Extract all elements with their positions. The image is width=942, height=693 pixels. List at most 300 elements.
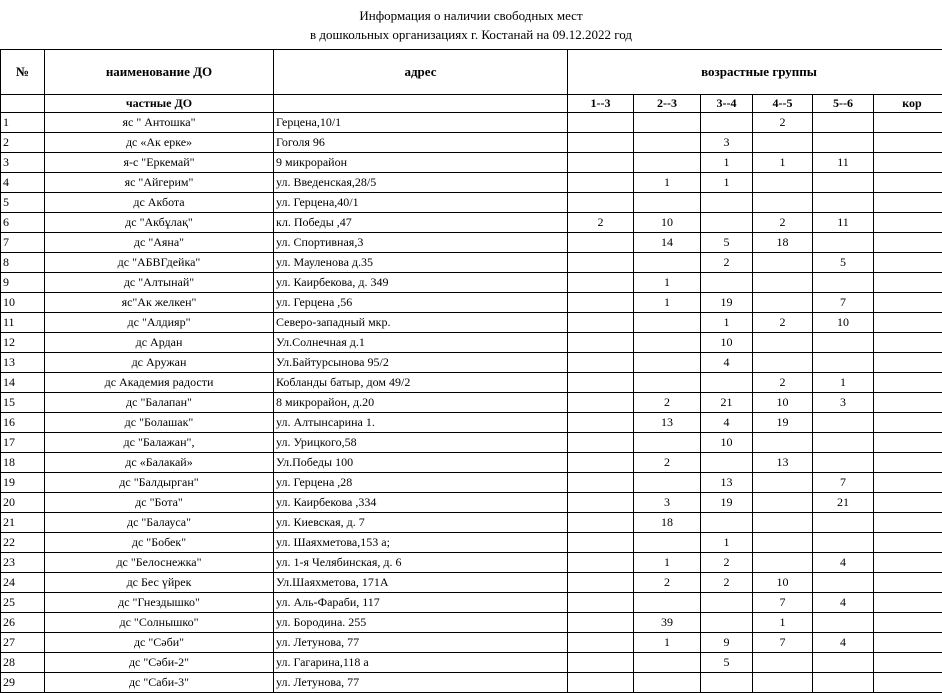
count-5-6: 11 bbox=[813, 213, 874, 233]
table-row bbox=[1, 573, 942, 593]
count-4-5: 18 bbox=[753, 233, 813, 253]
count-3-4 bbox=[701, 613, 753, 633]
count-4-5 bbox=[753, 293, 813, 313]
count-3-4: 10 bbox=[701, 433, 753, 453]
count-5-6: 3 bbox=[813, 393, 874, 413]
count-kor bbox=[874, 153, 942, 173]
count-1-3 bbox=[568, 333, 634, 353]
count-4-5 bbox=[753, 673, 813, 693]
count-4-5 bbox=[753, 253, 813, 273]
row-number: 11 bbox=[1, 313, 45, 333]
row-number: 17 bbox=[1, 433, 45, 453]
count-1-3 bbox=[568, 533, 634, 553]
table-row bbox=[1, 593, 942, 613]
count-2-3 bbox=[634, 333, 701, 353]
org-address: ул. Герцена ,56 bbox=[274, 293, 568, 313]
count-2-3 bbox=[634, 653, 701, 673]
row-number: 7 bbox=[1, 233, 45, 253]
count-3-4 bbox=[701, 453, 753, 473]
table-row bbox=[1, 233, 942, 253]
count-3-4: 10 bbox=[701, 333, 753, 353]
row-number: 21 bbox=[1, 513, 45, 533]
count-3-4: 2 bbox=[701, 573, 753, 593]
count-1-3 bbox=[568, 353, 634, 373]
count-kor bbox=[874, 533, 942, 553]
count-5-6: 1 bbox=[813, 373, 874, 393]
count-1-3 bbox=[568, 633, 634, 653]
count-3-4: 21 bbox=[701, 393, 753, 413]
count-4-5 bbox=[753, 333, 813, 353]
count-3-4 bbox=[701, 673, 753, 693]
count-2-3: 2 bbox=[634, 393, 701, 413]
count-kor bbox=[874, 573, 942, 593]
table-row bbox=[1, 313, 942, 333]
count-1-3 bbox=[568, 413, 634, 433]
count-5-6 bbox=[813, 133, 874, 153]
org-name: дс «Балакай» bbox=[45, 453, 274, 473]
count-3-4: 9 bbox=[701, 633, 753, 653]
count-5-6: 4 bbox=[813, 633, 874, 653]
org-name: яс "Айгерим" bbox=[45, 173, 274, 193]
count-kor bbox=[874, 553, 942, 573]
org-name: дс "Балапан" bbox=[45, 393, 274, 413]
count-4-5: 7 bbox=[753, 633, 813, 653]
count-4-5: 10 bbox=[753, 393, 813, 413]
count-5-6: 5 bbox=[813, 253, 874, 273]
count-1-3 bbox=[568, 373, 634, 393]
org-address: ул. Введенская,28/5 bbox=[274, 173, 568, 193]
count-kor bbox=[874, 413, 942, 433]
count-kor bbox=[874, 453, 942, 473]
count-3-4: 1 bbox=[701, 153, 753, 173]
row-number: 14 bbox=[1, 373, 45, 393]
age-col-kor: кор bbox=[874, 95, 942, 113]
row-number: 8 bbox=[1, 253, 45, 273]
table-row bbox=[1, 213, 942, 233]
count-4-5 bbox=[753, 193, 813, 213]
vacancy-table bbox=[0, 49, 942, 693]
count-2-3: 1 bbox=[634, 173, 701, 193]
org-name: дс Акбота bbox=[45, 193, 274, 213]
count-2-3 bbox=[634, 373, 701, 393]
table-body bbox=[1, 113, 942, 693]
count-5-6: 10 bbox=[813, 313, 874, 333]
count-2-3 bbox=[634, 533, 701, 553]
count-3-4: 1 bbox=[701, 173, 753, 193]
count-kor bbox=[874, 113, 942, 133]
row-number: 27 bbox=[1, 633, 45, 653]
count-1-3 bbox=[568, 293, 634, 313]
count-3-4 bbox=[701, 113, 753, 133]
org-name: дс "АБВГдейка" bbox=[45, 253, 274, 273]
count-3-4 bbox=[701, 373, 753, 393]
org-address: ул. Гагарина,118 а bbox=[274, 653, 568, 673]
count-3-4: 5 bbox=[701, 233, 753, 253]
org-name: дс "Бота" bbox=[45, 493, 274, 513]
table-row bbox=[1, 333, 942, 353]
count-3-4: 4 bbox=[701, 353, 753, 373]
org-name: дс "Сәби-2" bbox=[45, 653, 274, 673]
org-address: ул. Герцена,40/1 bbox=[274, 193, 568, 213]
count-4-5 bbox=[753, 173, 813, 193]
count-5-6 bbox=[813, 433, 874, 453]
count-5-6 bbox=[813, 333, 874, 353]
count-2-3 bbox=[634, 153, 701, 173]
row-number: 2 bbox=[1, 133, 45, 153]
org-name: дс "Гнездышко" bbox=[45, 593, 274, 613]
age-col-1-3: 1--3 bbox=[568, 95, 634, 113]
org-address: Ул.Байтурсынова 95/2 bbox=[274, 353, 568, 373]
count-2-3: 1 bbox=[634, 293, 701, 313]
count-1-3 bbox=[568, 133, 634, 153]
org-address: ул. Аль-Фараби, 117 bbox=[274, 593, 568, 613]
row-number: 24 bbox=[1, 573, 45, 593]
org-address: ул. Шаяхметова,153 а; bbox=[274, 533, 568, 553]
count-5-6 bbox=[813, 273, 874, 293]
row-number: 6 bbox=[1, 213, 45, 233]
count-2-3 bbox=[634, 133, 701, 153]
count-4-5 bbox=[753, 273, 813, 293]
row-number: 3 bbox=[1, 153, 45, 173]
count-5-6 bbox=[813, 193, 874, 213]
count-3-4 bbox=[701, 513, 753, 533]
count-1-3 bbox=[568, 653, 634, 673]
count-3-4: 5 bbox=[701, 653, 753, 673]
count-4-5: 13 bbox=[753, 453, 813, 473]
org-name: дс «Ак ерке» bbox=[45, 133, 274, 153]
header-age-groups: возрастные группы bbox=[568, 50, 942, 95]
row-number: 5 bbox=[1, 193, 45, 213]
table-row bbox=[1, 553, 942, 573]
count-kor bbox=[874, 133, 942, 153]
count-4-5: 1 bbox=[753, 153, 813, 173]
count-1-3 bbox=[568, 493, 634, 513]
org-name: дс "Аяна" bbox=[45, 233, 274, 253]
org-address: ул. Алтынсарина 1. bbox=[274, 413, 568, 433]
org-name: дс "Саби-3" bbox=[45, 673, 274, 693]
count-5-6 bbox=[813, 353, 874, 373]
table-subheader-row bbox=[1, 95, 942, 113]
count-4-5: 2 bbox=[753, 313, 813, 333]
org-name: дс "Балауса" bbox=[45, 513, 274, 533]
row-number: 16 bbox=[1, 413, 45, 433]
org-address: ул. Спортивная,3 bbox=[274, 233, 568, 253]
org-name: дс "Акбұлақ" bbox=[45, 213, 274, 233]
age-col-3-4: 3--4 bbox=[701, 95, 753, 113]
count-kor bbox=[874, 333, 942, 353]
row-number: 18 bbox=[1, 453, 45, 473]
count-4-5 bbox=[753, 433, 813, 453]
count-1-3 bbox=[568, 553, 634, 573]
row-number: 25 bbox=[1, 593, 45, 613]
org-address: Гоголя 96 bbox=[274, 133, 568, 153]
row-number: 28 bbox=[1, 653, 45, 673]
count-1-3: 2 bbox=[568, 213, 634, 233]
count-1-3 bbox=[568, 473, 634, 493]
count-2-3 bbox=[634, 473, 701, 493]
count-1-3 bbox=[568, 593, 634, 613]
count-4-5 bbox=[753, 513, 813, 533]
count-2-3: 13 bbox=[634, 413, 701, 433]
org-name: дс Академия радости bbox=[45, 373, 274, 393]
org-address: Кобланды батыр, дом 49/2 bbox=[274, 373, 568, 393]
count-kor bbox=[874, 393, 942, 413]
org-name: дс "Солнышко" bbox=[45, 613, 274, 633]
count-1-3 bbox=[568, 613, 634, 633]
table-row bbox=[1, 473, 942, 493]
org-address: ул. 1-я Челябинская, д. 6 bbox=[274, 553, 568, 573]
table-row bbox=[1, 513, 942, 533]
count-2-3 bbox=[634, 313, 701, 333]
row-number: 19 bbox=[1, 473, 45, 493]
header-name: наименование ДО bbox=[45, 50, 274, 95]
count-1-3 bbox=[568, 233, 634, 253]
table-row bbox=[1, 633, 942, 653]
table-row bbox=[1, 133, 942, 153]
count-2-3 bbox=[634, 253, 701, 273]
count-3-4: 19 bbox=[701, 493, 753, 513]
count-1-3 bbox=[568, 573, 634, 593]
table-row bbox=[1, 153, 942, 173]
org-address: ул. Каирбекова ,334 bbox=[274, 493, 568, 513]
count-4-5 bbox=[753, 133, 813, 153]
count-5-6 bbox=[813, 613, 874, 633]
count-4-5 bbox=[753, 353, 813, 373]
org-address: ул. Каирбекова, д. 349 bbox=[274, 273, 568, 293]
count-4-5 bbox=[753, 493, 813, 513]
row-number: 15 bbox=[1, 393, 45, 413]
count-kor bbox=[874, 313, 942, 333]
count-5-6 bbox=[813, 233, 874, 253]
org-address: 9 микрорайон bbox=[274, 153, 568, 173]
count-5-6: 4 bbox=[813, 553, 874, 573]
count-2-3 bbox=[634, 593, 701, 613]
count-5-6: 11 bbox=[813, 153, 874, 173]
row-number: 23 bbox=[1, 553, 45, 573]
section-label: частные ДО bbox=[45, 95, 274, 113]
count-1-3 bbox=[568, 433, 634, 453]
row-number: 4 bbox=[1, 173, 45, 193]
count-2-3 bbox=[634, 353, 701, 373]
count-2-3 bbox=[634, 113, 701, 133]
count-1-3 bbox=[568, 313, 634, 333]
count-2-3: 1 bbox=[634, 273, 701, 293]
count-kor bbox=[874, 633, 942, 653]
count-kor bbox=[874, 173, 942, 193]
org-address: ул. Летунова, 77 bbox=[274, 633, 568, 653]
age-col-4-5: 4--5 bbox=[753, 95, 813, 113]
count-1-3 bbox=[568, 273, 634, 293]
org-address: Ул.Шаяхметова, 171А bbox=[274, 573, 568, 593]
org-name: дс "Балдырган" bbox=[45, 473, 274, 493]
count-kor bbox=[874, 433, 942, 453]
count-5-6 bbox=[813, 513, 874, 533]
row-number: 9 bbox=[1, 273, 45, 293]
org-name: дс "Балажан", bbox=[45, 433, 274, 453]
table-row bbox=[1, 293, 942, 313]
table-row bbox=[1, 393, 942, 413]
count-2-3: 2 bbox=[634, 573, 701, 593]
count-kor bbox=[874, 673, 942, 693]
count-3-4: 2 bbox=[701, 253, 753, 273]
header-address: адрес bbox=[274, 50, 568, 95]
org-address: ул. Бородина. 255 bbox=[274, 613, 568, 633]
count-5-6 bbox=[813, 573, 874, 593]
count-3-4 bbox=[701, 193, 753, 213]
count-4-5: 1 bbox=[753, 613, 813, 633]
org-address: 8 микрорайон, д.20 bbox=[274, 393, 568, 413]
count-3-4: 13 bbox=[701, 473, 753, 493]
org-name: дс Аружан bbox=[45, 353, 274, 373]
table-row bbox=[1, 613, 942, 633]
subheader-empty-address bbox=[274, 95, 568, 113]
org-address: Ул.Солнечная д.1 bbox=[274, 333, 568, 353]
row-number: 12 bbox=[1, 333, 45, 353]
count-kor bbox=[874, 493, 942, 513]
count-2-3: 14 bbox=[634, 233, 701, 253]
row-number: 29 bbox=[1, 673, 45, 693]
count-2-3: 39 bbox=[634, 613, 701, 633]
count-2-3 bbox=[634, 193, 701, 213]
table-row bbox=[1, 453, 942, 473]
count-kor bbox=[874, 193, 942, 213]
count-4-5 bbox=[753, 473, 813, 493]
row-number: 1 bbox=[1, 113, 45, 133]
org-address: ул. Летунова, 77 bbox=[274, 673, 568, 693]
count-4-5: 19 bbox=[753, 413, 813, 433]
count-4-5 bbox=[753, 653, 813, 673]
org-address: Ул.Победы 100 bbox=[274, 453, 568, 473]
org-name: дс "Алдияр" bbox=[45, 313, 274, 333]
count-1-3 bbox=[568, 393, 634, 413]
org-name: дс "Болашак" bbox=[45, 413, 274, 433]
org-name: я-с "Еркемай" bbox=[45, 153, 274, 173]
count-1-3 bbox=[568, 193, 634, 213]
count-1-3 bbox=[568, 673, 634, 693]
count-4-5: 2 bbox=[753, 213, 813, 233]
count-5-6 bbox=[813, 653, 874, 673]
count-4-5: 2 bbox=[753, 113, 813, 133]
table-row bbox=[1, 433, 942, 453]
count-4-5: 2 bbox=[753, 373, 813, 393]
count-5-6 bbox=[813, 673, 874, 693]
count-5-6 bbox=[813, 533, 874, 553]
count-kor bbox=[874, 233, 942, 253]
count-kor bbox=[874, 613, 942, 633]
count-5-6: 21 bbox=[813, 493, 874, 513]
org-address: Северо-западный мкр. bbox=[274, 313, 568, 333]
table-row bbox=[1, 653, 942, 673]
count-1-3 bbox=[568, 453, 634, 473]
count-3-4 bbox=[701, 273, 753, 293]
org-name: дс "Алтынай" bbox=[45, 273, 274, 293]
count-3-4: 19 bbox=[701, 293, 753, 313]
header-num: № bbox=[1, 50, 45, 95]
count-5-6 bbox=[813, 413, 874, 433]
count-5-6 bbox=[813, 453, 874, 473]
org-name: дс "Белоснежка" bbox=[45, 553, 274, 573]
org-name: дс Ардан bbox=[45, 333, 274, 353]
count-2-3: 3 bbox=[634, 493, 701, 513]
count-4-5 bbox=[753, 533, 813, 553]
org-name: дс "Сәби" bbox=[45, 633, 274, 653]
table-row bbox=[1, 413, 942, 433]
count-kor bbox=[874, 293, 942, 313]
document-title-line-1: Информация о наличии свободных мест bbox=[0, 7, 942, 24]
count-2-3: 2 bbox=[634, 453, 701, 473]
count-kor bbox=[874, 473, 942, 493]
table-row bbox=[1, 273, 942, 293]
count-kor bbox=[874, 593, 942, 613]
org-address: ул. Урицкого,58 bbox=[274, 433, 568, 453]
org-name: дс "Бобек" bbox=[45, 533, 274, 553]
table-row bbox=[1, 533, 942, 553]
count-2-3: 10 bbox=[634, 213, 701, 233]
table-row bbox=[1, 353, 942, 373]
count-2-3: 18 bbox=[634, 513, 701, 533]
org-name: яс " Антошка" bbox=[45, 113, 274, 133]
count-1-3 bbox=[568, 513, 634, 533]
count-kor bbox=[874, 373, 942, 393]
row-number: 20 bbox=[1, 493, 45, 513]
org-address: ул. Киевская, д. 7 bbox=[274, 513, 568, 533]
count-kor bbox=[874, 513, 942, 533]
document-title-line-2: в дошкольных организациях г. Костанай на 09.12.2022 год bbox=[0, 26, 942, 43]
count-2-3 bbox=[634, 673, 701, 693]
count-kor bbox=[874, 253, 942, 273]
org-address: ул. Герцена ,28 bbox=[274, 473, 568, 493]
count-3-4: 4 bbox=[701, 413, 753, 433]
count-5-6: 4 bbox=[813, 593, 874, 613]
count-1-3 bbox=[568, 153, 634, 173]
count-1-3 bbox=[568, 113, 634, 133]
table-row bbox=[1, 193, 942, 213]
count-2-3: 1 bbox=[634, 553, 701, 573]
row-number: 22 bbox=[1, 533, 45, 553]
count-1-3 bbox=[568, 253, 634, 273]
count-5-6: 7 bbox=[813, 293, 874, 313]
row-number: 26 bbox=[1, 613, 45, 633]
org-name: яс"Ак желкен" bbox=[45, 293, 274, 313]
count-4-5 bbox=[753, 553, 813, 573]
count-kor bbox=[874, 273, 942, 293]
table-row bbox=[1, 493, 942, 513]
org-address: кл. Победы ,47 bbox=[274, 213, 568, 233]
table-header-row bbox=[1, 50, 942, 95]
count-kor bbox=[874, 213, 942, 233]
table-row bbox=[1, 253, 942, 273]
row-number: 10 bbox=[1, 293, 45, 313]
org-address: ул. Мауленова д.35 bbox=[274, 253, 568, 273]
table-row bbox=[1, 373, 942, 393]
count-2-3 bbox=[634, 433, 701, 453]
age-col-5-6: 5--6 bbox=[813, 95, 874, 113]
table-row bbox=[1, 673, 942, 693]
count-1-3 bbox=[568, 173, 634, 193]
count-4-5: 7 bbox=[753, 593, 813, 613]
count-3-4 bbox=[701, 593, 753, 613]
table-row bbox=[1, 113, 942, 133]
count-2-3: 1 bbox=[634, 633, 701, 653]
table-row bbox=[1, 173, 942, 193]
count-4-5: 10 bbox=[753, 573, 813, 593]
count-5-6: 7 bbox=[813, 473, 874, 493]
subheader-empty-num bbox=[1, 95, 45, 113]
count-kor bbox=[874, 653, 942, 673]
count-5-6 bbox=[813, 113, 874, 133]
row-number: 13 bbox=[1, 353, 45, 373]
count-kor bbox=[874, 353, 942, 373]
